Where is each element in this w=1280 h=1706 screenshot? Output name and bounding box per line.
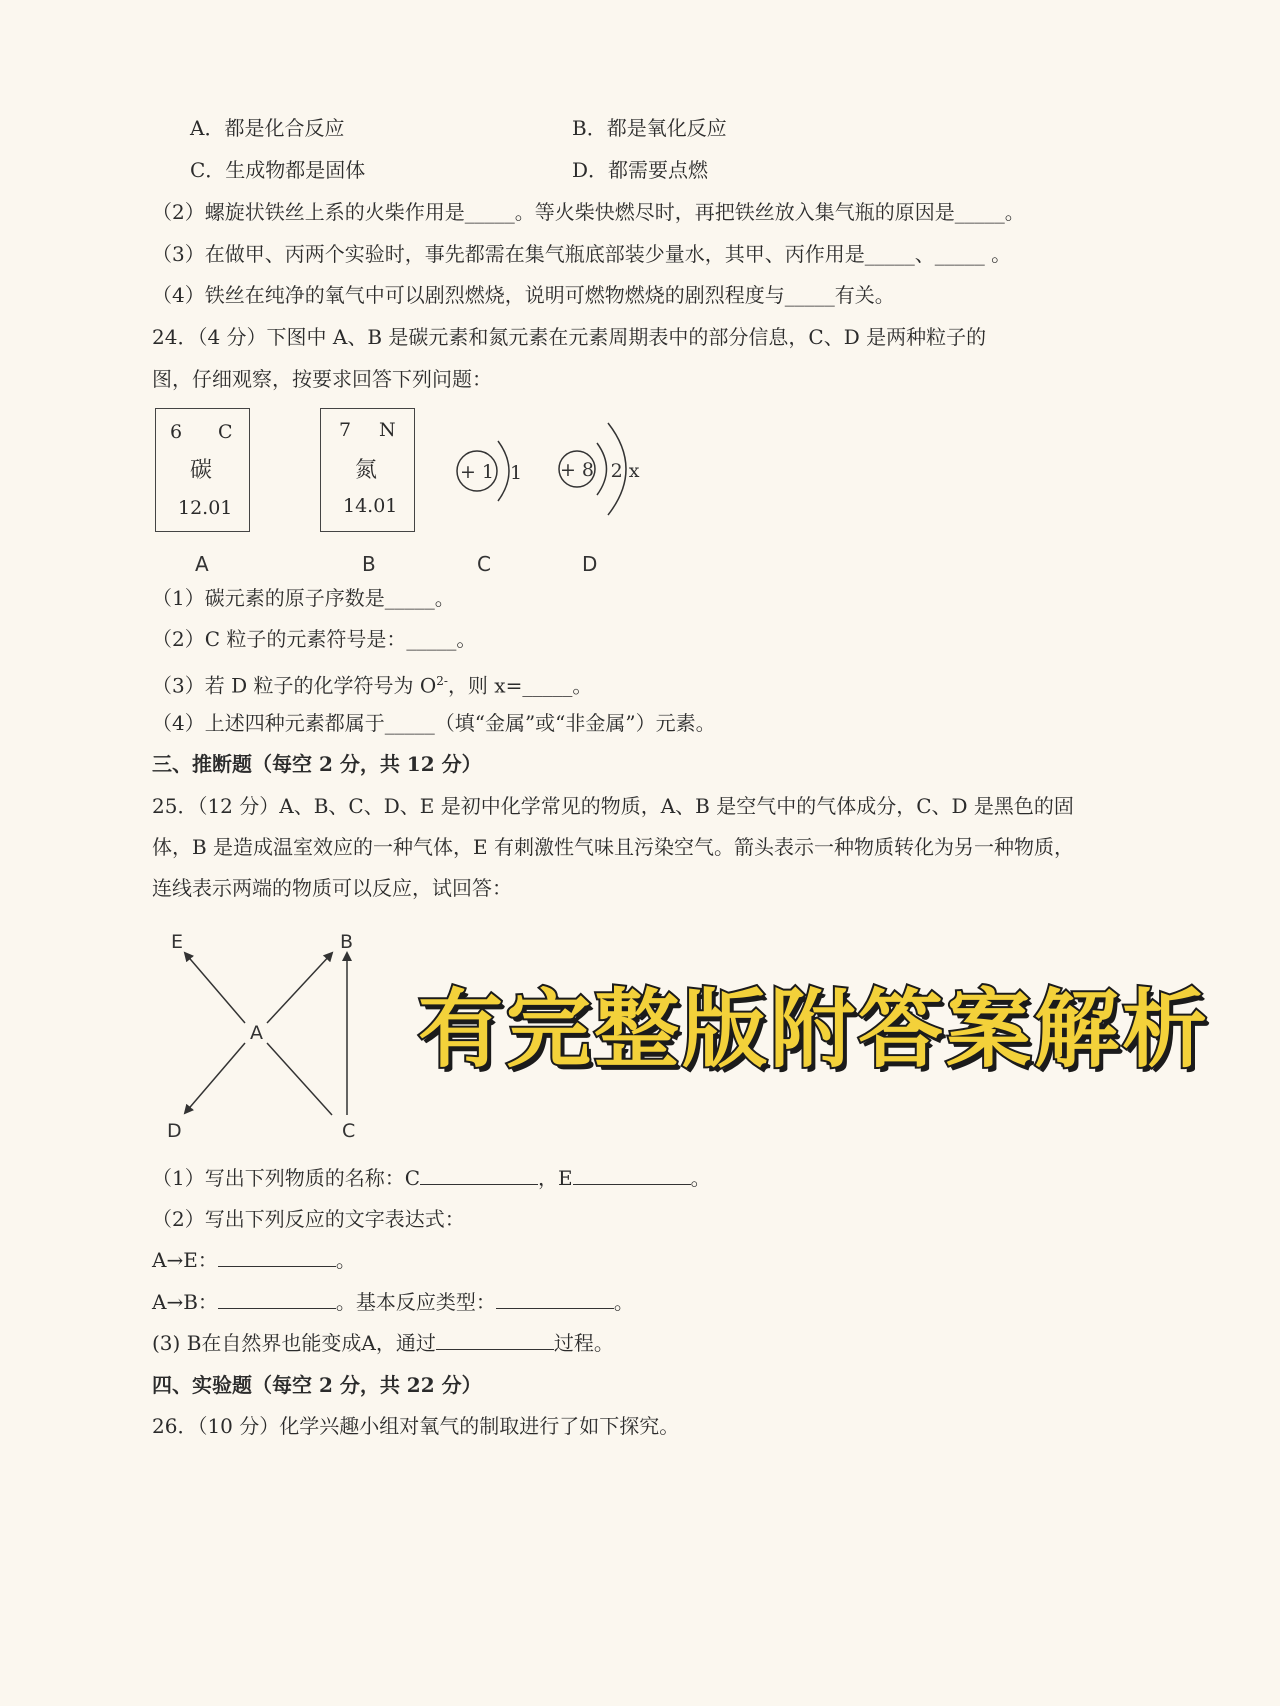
atomic-number: 7 bbox=[339, 419, 352, 441]
q25-a-to-e: A→E： 。 bbox=[152, 1248, 356, 1272]
arrow-a-to-d bbox=[185, 1043, 245, 1113]
node-a: A bbox=[250, 1022, 263, 1044]
q23-option-c: C．生成物都是固体 bbox=[190, 158, 366, 182]
element-name: 碳 bbox=[190, 458, 213, 483]
element-box-nitrogen bbox=[320, 408, 415, 532]
section-4-title: 四、实验题（每空 2 分，共 22 分） bbox=[152, 1373, 482, 1397]
arrow-a-to-e bbox=[185, 953, 245, 1023]
q25-stem-line3: 连线表示两端的物质可以反应，试回答： bbox=[152, 876, 512, 900]
answer-blank[interactable] bbox=[573, 1166, 691, 1185]
promo-banner: 有完整版附答案解析 bbox=[418, 981, 1211, 1080]
reaction-diagram bbox=[155, 925, 375, 1140]
answer-blank[interactable] bbox=[218, 1290, 336, 1309]
q24-sub-3: （3）若 D 粒子的化学符号为 $O^{2-}$，则 x=_____。 bbox=[152, 673, 593, 698]
q26-stem: 26．（10 分）化学兴趣小组对氧气的制取进行了如下探究。 bbox=[152, 1414, 680, 1438]
q23-sub-4: （4）铁丝在纯净的氧气中可以剧烈燃烧，说明可燃物燃烧的剧烈程度与_____有关。 bbox=[152, 283, 895, 307]
q25-sub-1: （1）写出下列物质的名称：C ，E 。 bbox=[152, 1166, 711, 1190]
q24-sub-1: （1）碳元素的原子序数是_____。 bbox=[152, 586, 455, 610]
particle-d-electrons: 2 x bbox=[610, 460, 640, 482]
particle-c-shell bbox=[498, 441, 509, 501]
answer-blank[interactable] bbox=[420, 1166, 538, 1185]
q23-option-b: B．都是氧化反应 bbox=[572, 116, 727, 140]
particle-c-electrons: 1 bbox=[509, 462, 523, 484]
q24-stem-line2: 图，仔细观察，按要求回答下列问题： bbox=[152, 367, 492, 391]
atomic-mass: 12.01 bbox=[178, 497, 233, 519]
particle-d-charge: + 8 bbox=[559, 459, 595, 481]
particle-diagrams bbox=[440, 405, 660, 520]
element-name: 氮 bbox=[355, 458, 378, 483]
node-d: D bbox=[167, 1120, 182, 1140]
node-e: E bbox=[171, 931, 184, 953]
figure-label-d: D bbox=[582, 552, 598, 576]
q23-sub-2: （2）螺旋状铁丝上系的火柴作用是_____。等火柴快燃尽时，再把铁丝放入集气瓶的原因是_____。 bbox=[152, 200, 1025, 224]
q24-sub-4: （4）上述四种元素都属于_____（填“金属”或“非金属”）元素。 bbox=[152, 711, 716, 735]
particle-d-shell-1 bbox=[597, 443, 607, 495]
figure-label-b: B bbox=[362, 552, 376, 576]
element-symbol: C bbox=[218, 421, 233, 443]
element-symbol: N bbox=[379, 419, 396, 441]
q23-sub-3: （3）在做甲、丙两个实验时，事先都需在集气瓶底部装少量水，其甲、丙作用是_____、_____ 。 bbox=[152, 242, 1012, 266]
arrow-a-to-b bbox=[267, 953, 332, 1023]
particle-c-charge: + 1 bbox=[459, 461, 495, 483]
particle-d-diagram bbox=[559, 423, 640, 515]
q25-sub-3: (3) B在自然界也能变成A，通过 过程。 bbox=[152, 1331, 614, 1355]
particle-c-diagram bbox=[457, 441, 522, 501]
node-b: B bbox=[340, 931, 354, 953]
figure-label-c: C bbox=[477, 552, 491, 576]
atomic-number: 6 bbox=[170, 421, 183, 443]
q25-a-to-b: A→B： 。基本反应类型： 。 bbox=[152, 1290, 634, 1314]
q24-sub-2: （2）C 粒子的元素符号是：_____。 bbox=[152, 627, 477, 651]
figure-label-a: A bbox=[195, 552, 209, 576]
section-3-title: 三、推断题（每空 2 分，共 12 分） bbox=[152, 752, 482, 776]
q23-option-d: D．都需要点燃 bbox=[572, 158, 709, 182]
answer-blank[interactable] bbox=[218, 1248, 336, 1267]
q23-option-a: A．都是化合反应 bbox=[190, 116, 345, 140]
q25-stem-line1: 25．（12 分）A、B、C、D、E 是初中化学常见的物质，A、B 是空气中的气体成分，C、D 是黑色的固 bbox=[152, 794, 1074, 818]
answer-blank[interactable] bbox=[496, 1290, 614, 1309]
atomic-mass: 14.01 bbox=[343, 495, 398, 517]
link-a-c bbox=[267, 1043, 332, 1115]
q25-stem-line2: 体，B 是造成温室效应的一种气体，E 有刺激性气味且污染空气。箭头表示一种物质转化为另一种物质， bbox=[152, 835, 1075, 859]
q25-sub-2: （2）写出下列反应的文字表达式： bbox=[152, 1207, 465, 1231]
element-box-carbon bbox=[155, 408, 250, 532]
node-c: C bbox=[342, 1120, 356, 1140]
q24-stem-line1: 24．（4 分）下图中 A、B 是碳元素和氮元素在元素周期表中的部分信息，C、D 是两种粒子的 bbox=[152, 325, 987, 349]
answer-blank[interactable] bbox=[436, 1331, 554, 1350]
